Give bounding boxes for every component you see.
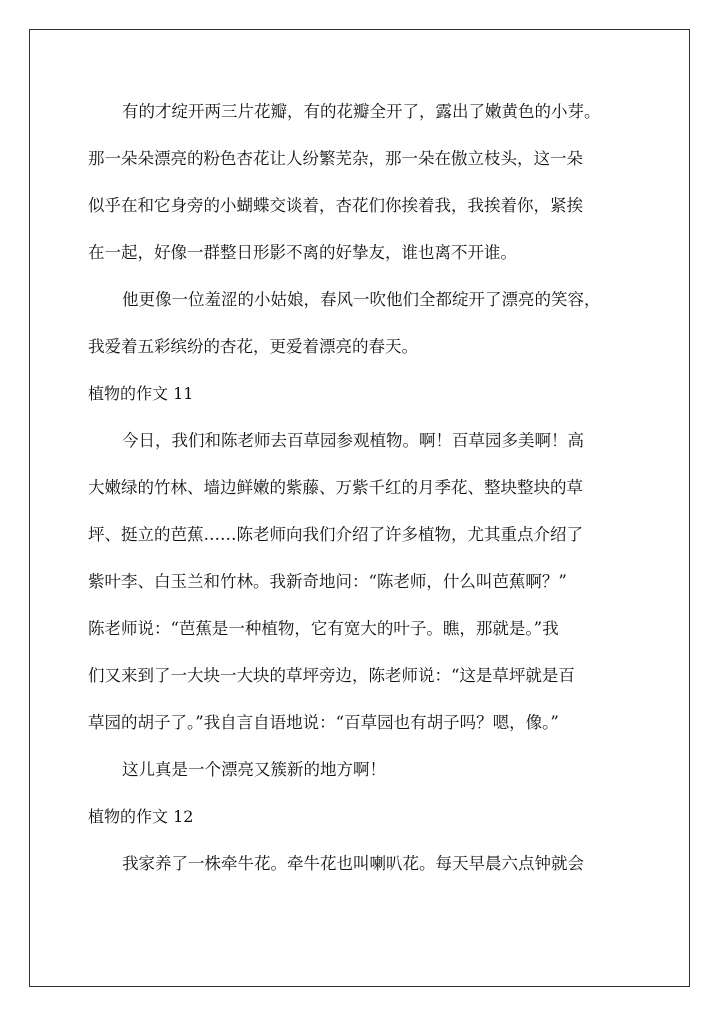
text-line: 这儿真是一个漂亮又簇新的地方啊！ bbox=[122, 760, 386, 779]
paragraph-herb-garden bbox=[88, 417, 634, 746]
paragraph-spring-love bbox=[88, 276, 634, 370]
text-line: 草园的胡子了。”我自言自语地说：“百草园也有胡子吗？嗯，像。” bbox=[88, 713, 559, 732]
text-line: 们又来到了一大块一大块的草坪旁边，陈老师说：“这是草坪就是百 bbox=[88, 666, 575, 685]
text-line: 陈老师说：“芭蕉是一种植物，它有宽大的叶子。瞧，那就是。”我 bbox=[88, 619, 559, 638]
essay-heading-12: 植物的作文 12 bbox=[88, 807, 194, 826]
text-line: 在一起，好像一群整日形影不离的好挚友，谁也离不开谁。 bbox=[88, 243, 517, 262]
text-line: 大嫩绿的竹林、墙边鲜嫩的紫藤、万紫千红的月季花、整块整块的草 bbox=[88, 478, 583, 497]
essay-heading-11: 植物的作文 11 bbox=[88, 384, 194, 403]
text-line: 有的才绽开两三片花瓣，有的花瓣全开了，露出了嫩黄色的小芽。 bbox=[122, 102, 601, 121]
paragraph-beautiful-place bbox=[88, 746, 634, 793]
text-line: 今日，我们和陈老师去百草园参观植物。啊！百草园多美啊！高 bbox=[122, 431, 584, 450]
text-line: 紫叶李、白玉兰和竹林。我新奇地问：“陈老师，什么叫芭蕉啊？” bbox=[88, 572, 567, 591]
text-line: 我家养了一株牵牛花。牵牛花也叫喇叭花。每天早晨六点钟就会 bbox=[122, 854, 584, 873]
text-line: 那一朵朵漂亮的粉色杏花让人纷繁芜杂，那一朵在傲立枝头，这一朵 bbox=[88, 149, 583, 168]
text-line: 他更像一位羞涩的小姑娘，春风一吹他们全都绽开了漂亮的笑容， bbox=[122, 290, 601, 309]
document-body bbox=[88, 88, 634, 887]
text-line: 坪、挺立的芭蕉……陈老师向我们介绍了许多植物，尤其重点介绍了 bbox=[88, 525, 583, 544]
text-line: 我爱着五彩缤纷的杏花，更爱着漂亮的春天。 bbox=[88, 337, 418, 356]
text-line: 似乎在和它身旁的小蝴蝶交谈着，杏花们你挨着我，我挨着你，紧挨 bbox=[88, 196, 583, 215]
paragraph-apricot-flowers bbox=[88, 88, 634, 276]
paragraph-morning-glory bbox=[88, 840, 634, 887]
